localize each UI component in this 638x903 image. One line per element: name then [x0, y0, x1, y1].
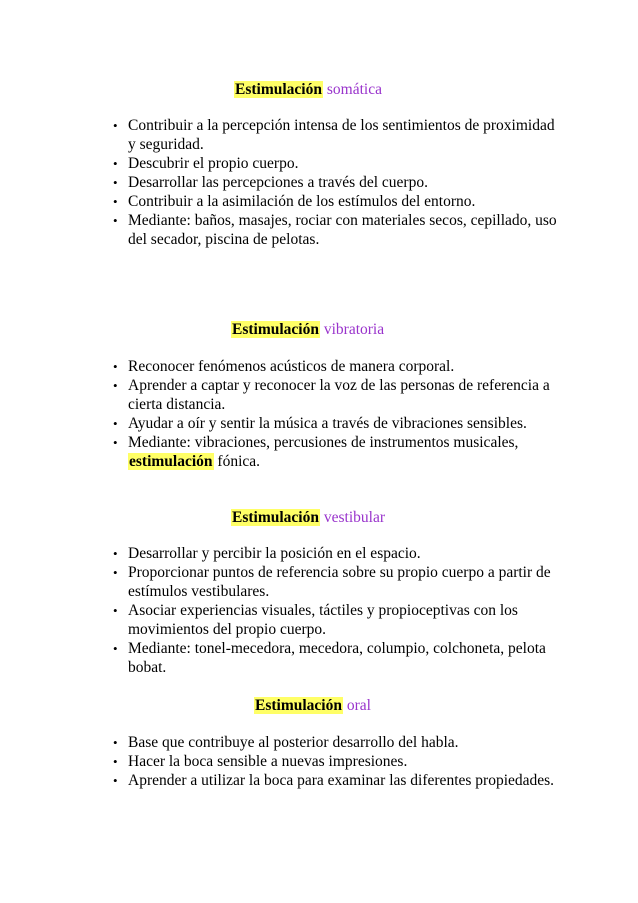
heading-keyword: Estimulación [232, 509, 319, 526]
list-item: • Ayudar a oír y sentir la música a través de vibraciones sensibles. [0, 414, 558, 433]
heading-keyword: Estimulación [232, 321, 319, 338]
section-heading [234, 80, 382, 99]
list-item: • Mediante: tonel-mecedora, mecedora, columpio, colchoneta, pelota bobat. [0, 639, 558, 677]
list-item: • Descubrir el propio cuerpo. [0, 154, 558, 173]
section-heading [254, 696, 371, 715]
list-item: • Base que contribuye al posterior desarrollo del habla. [0, 733, 558, 752]
heading-subject: vibratoria [323, 321, 385, 338]
heading-subject: oral [346, 697, 371, 714]
list-item: • Contribuir a la asimilación de los estímulos del entorno. [0, 192, 558, 211]
list-item: • Contribuir a la percepción intensa de los sentimientos de proximidad y seguridad. [0, 116, 558, 154]
heading-subject: vestibular [323, 509, 385, 526]
section-heading [231, 508, 385, 527]
list-item: • Desarrollar las percepciones a través del cuerpo. [0, 173, 558, 192]
heading-subject: somática [326, 81, 382, 98]
heading-keyword: Estimulación [255, 697, 342, 714]
bullet-list [0, 544, 558, 677]
bullet-list [0, 357, 558, 471]
bullet-list [0, 116, 558, 249]
list-item: • Desarrollar y percibir la posición en el espacio. [0, 544, 558, 563]
bullet-list [0, 733, 558, 790]
list-item: • Proporcionar puntos de referencia sobre su propio cuerpo a partir de estímulos vestibulares. [0, 563, 558, 601]
list-item: • Hacer la boca sensible a nuevas impresiones. [0, 752, 558, 771]
item-text: Mediante: vibraciones, percusiones de instrumentos musicales, [128, 434, 519, 451]
section-heading [231, 320, 384, 339]
list-item: • Mediante: baños, masajes, rociar con materiales secos, cepillado, uso del secador, piscina de pelotas. [0, 211, 558, 249]
list-item [0, 433, 558, 471]
list-item: • Reconocer fenómenos acústicos de manera corporal. [0, 357, 558, 376]
list-item: • Aprender a captar y reconocer la voz de las personas de referencia a cierta distancia. [0, 376, 558, 414]
highlighted-word: estimulación [129, 453, 213, 470]
list-item: • Asociar experiencias visuales, táctiles y propioceptivas con los movimientos del propio cuerpo. [0, 601, 558, 639]
list-item: • Aprender a utilizar la boca para examinar las diferentes propiedades. [0, 771, 558, 790]
item-text: fónica. [217, 453, 261, 470]
heading-keyword: Estimulación [235, 81, 322, 98]
